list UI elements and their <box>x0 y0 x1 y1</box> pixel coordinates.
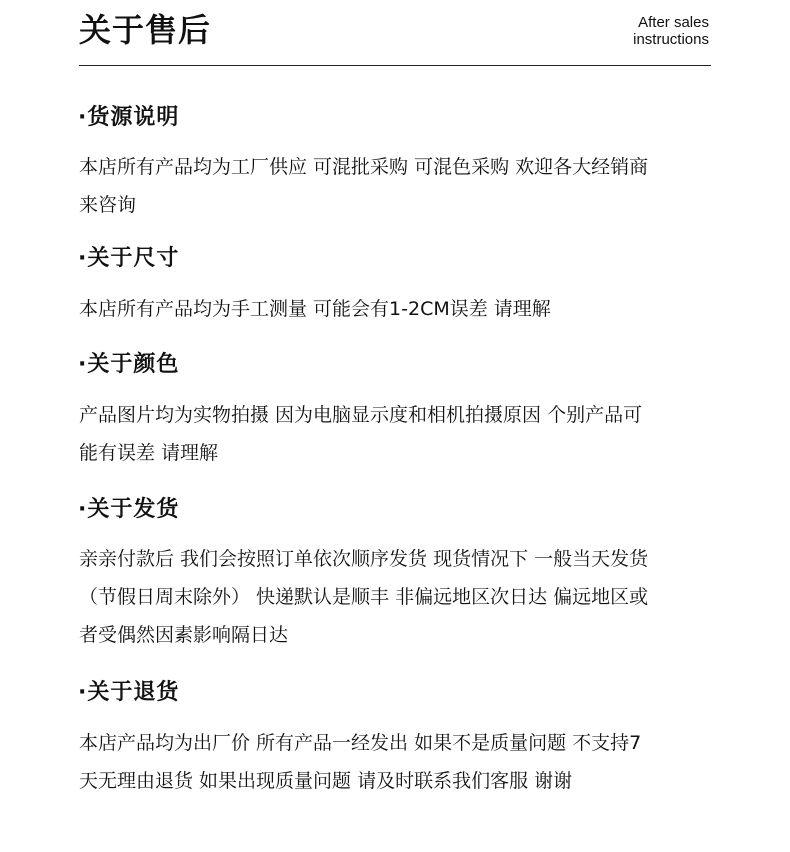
text-line: 来咨询 <box>79 194 137 216</box>
subtitle-line-1: After sales <box>638 14 709 31</box>
section-title-size: ·关于尺寸 <box>78 246 180 271</box>
section-title-source: ·货源说明 <box>78 105 180 130</box>
text-line: 亲亲付款后 我们会按照订单依次顺序发货 现货情况下 一般当天发货 <box>79 548 649 570</box>
text-line: 天无理由退货 如果出现质量问题 请及时联系我们客服 谢谢 <box>79 770 573 792</box>
section-title-color: ·关于颜色 <box>78 352 180 377</box>
text-line: 本店所有产品均为手工测量 可能会有1-2CM误差 请理解 <box>79 298 551 320</box>
page-subtitle <box>633 14 709 48</box>
text-line: 本店产品均为出厂价 所有产品一经发出 如果不是质量问题 不支持7 <box>79 732 642 754</box>
subtitle-line-2: instructions <box>633 31 709 48</box>
section-text-shipping <box>79 540 724 654</box>
section-text-returns <box>79 724 724 800</box>
section-title-returns: ·关于退货 <box>78 680 180 705</box>
section-title-shipping: ·关于发货 <box>78 497 180 522</box>
text-line: 者受偶然因素影响隔日达 <box>79 624 289 646</box>
text-line: 产品图片均为实物拍摄 因为电脑显示度和相机拍摄原因 个别产品可 <box>79 404 643 426</box>
text-line: （节假日周末除外） 快递默认是顺丰 非偏远地区次日达 偏远地区或 <box>79 586 649 608</box>
page-title: 关于售后 <box>79 11 212 49</box>
section-text-source <box>79 148 724 224</box>
text-line: 本店所有产品均为工厂供应 可混批采购 可混色采购 欢迎各大经销商 <box>79 156 649 178</box>
page-header <box>79 0 711 66</box>
section-text-size <box>79 290 724 328</box>
text-line: 能有误差 请理解 <box>79 442 219 464</box>
section-text-color <box>79 396 724 472</box>
